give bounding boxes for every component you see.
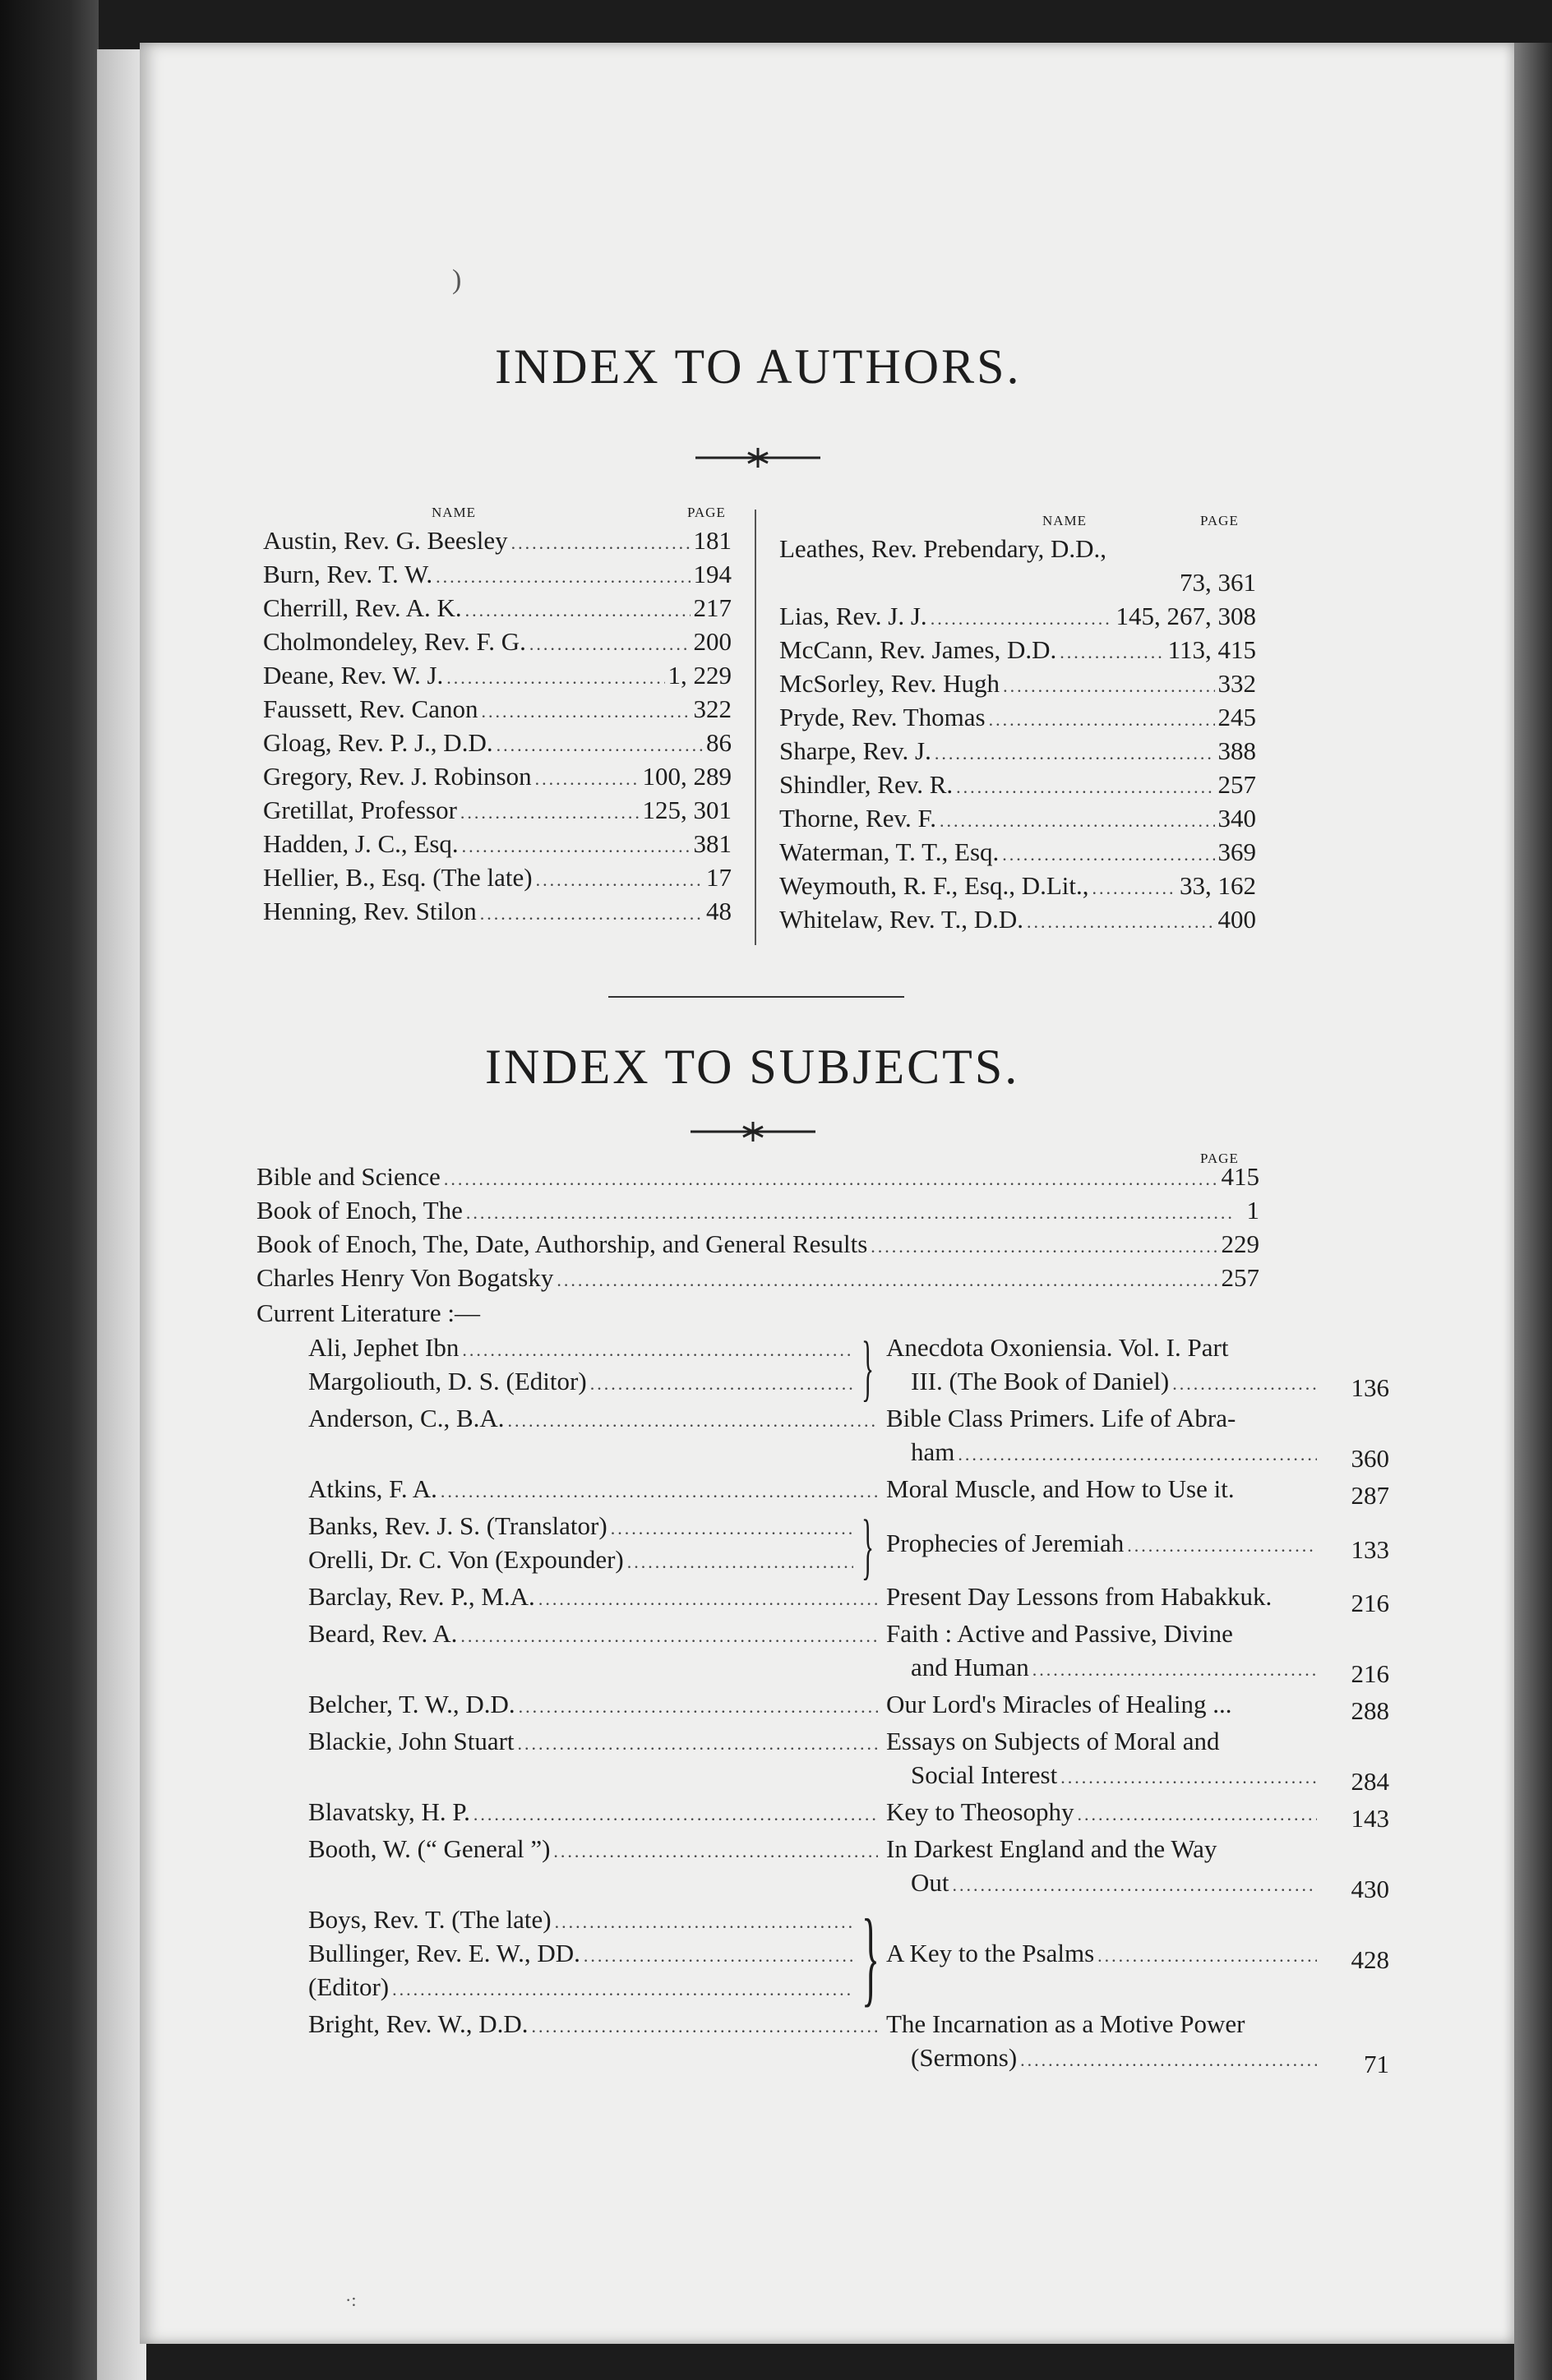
author-name: Deane, Rev. W. J. — [263, 661, 444, 690]
entry-title-text: Faith : Active and Passive, Divine — [886, 1619, 1233, 1648]
entry-page: 136 — [1351, 1373, 1389, 1402]
subjects-page-header: PAGE — [1200, 1151, 1239, 1166]
entry-author — [308, 1797, 881, 1831]
entry-title — [911, 2043, 1320, 2077]
stray-mark: ) — [452, 265, 462, 295]
author-page: 1, 229 — [667, 661, 732, 690]
leader-dots — [1020, 2050, 1317, 2071]
author-page: 100, 289 — [642, 762, 732, 791]
entry-title-text: III. (The Book of Daniel) — [911, 1367, 1170, 1395]
entry-page: 428 — [1351, 1945, 1389, 1974]
entry-title-text: (Sermons) — [911, 2043, 1018, 2072]
subject-label: Bible and Science — [256, 1162, 441, 1191]
subjects-title: INDEX TO SUBJECTS. — [485, 1040, 1020, 1094]
current-literature-heading: Current Literature :— — [256, 1298, 481, 1327]
author-page: 257 — [1217, 770, 1256, 799]
entry-author — [308, 1905, 857, 1939]
author-name: Cholmondeley, Rev. F. G. — [263, 627, 526, 656]
entry-title — [886, 1582, 1320, 1616]
entry-author — [308, 1367, 857, 1400]
entry-title-text: Present Day Lessons from Habakkuk. — [886, 1582, 1273, 1611]
author-name: Cherrill, Rev. A. K. — [263, 593, 462, 622]
leader-dots — [462, 1340, 853, 1361]
author-name: Burn, Rev. T. W. — [263, 560, 433, 588]
author-page: 200 — [693, 627, 732, 656]
entry-title — [886, 1727, 1320, 1760]
entry-author — [308, 2009, 881, 2043]
leader-dots — [508, 1410, 878, 1432]
entry-page: 430 — [1351, 1875, 1389, 1903]
author-name: Whitelaw, Rev. T., D.D. — [779, 905, 1024, 934]
entry-author-name: (Editor) — [308, 1972, 390, 2001]
subject-page: 257 — [1221, 1263, 1259, 1292]
entry-author-name: Blavatsky, H. P. — [308, 1797, 470, 1826]
entry-page: 360 — [1351, 1444, 1389, 1473]
entry-author-name: Barclay, Rev. P., M.A. — [308, 1582, 535, 1611]
entry-title — [886, 1529, 1320, 1562]
entry-title — [886, 2009, 1320, 2043]
entry-author-name: Anderson, C., B.A. — [308, 1404, 505, 1432]
entry-title — [911, 1760, 1320, 1794]
author-page: 322 — [693, 694, 732, 723]
entry-title-text: Our Lord's Miracles of Healing ... — [886, 1690, 1232, 1718]
author-name: Thorne, Rev. F. — [779, 804, 936, 833]
author-name: Gloag, Rev. P. J., D.D. — [263, 728, 493, 757]
entry-title — [886, 1690, 1320, 1723]
entry-author — [308, 1619, 881, 1653]
subject-label: Book of Enoch, The — [256, 1196, 463, 1225]
leader-dots — [958, 1444, 1317, 1465]
entry-page: 143 — [1351, 1804, 1389, 1833]
author-name: McSorley, Rev. Hugh — [779, 669, 1000, 698]
entry-title-text: and Human — [911, 1653, 1029, 1681]
grouping-brace-icon: } — [861, 1327, 875, 1409]
entry-author — [308, 1834, 881, 1868]
entry-author-name: Orelli, Dr. C. Von (Expounder) — [308, 1545, 624, 1574]
author-page: 17 — [706, 863, 732, 892]
entry-author — [308, 1939, 857, 1972]
author-page: 48 — [706, 897, 732, 925]
author-name: Sharpe, Rev. J. — [779, 736, 931, 765]
entry-title-text: Prophecies of Jeremiah — [886, 1528, 1125, 1557]
author-page: 86 — [706, 728, 732, 757]
entry-title-text: The Incarnation as a Motive Power — [886, 2009, 1245, 2038]
entry-author — [308, 1474, 881, 1508]
entry-title — [911, 1437, 1320, 1471]
entry-author — [308, 1727, 881, 1760]
author-page: 33, 162 — [1180, 871, 1256, 900]
author-name: Hadden, J. C., Esq. — [263, 829, 459, 858]
entry-title — [886, 1797, 1320, 1831]
leader-dots — [538, 1589, 878, 1610]
book-spine-shadow — [0, 0, 99, 2380]
entry-page: 288 — [1351, 1696, 1389, 1725]
entry-page: 287 — [1351, 1481, 1389, 1510]
leader-dots — [518, 1733, 878, 1755]
author-page: 388 — [1217, 736, 1256, 765]
author-page: 245 — [1217, 703, 1256, 731]
author-page: 145, 267, 308 — [1116, 602, 1256, 630]
entry-page: 216 — [1351, 1659, 1389, 1688]
entry-title — [886, 1619, 1320, 1653]
entry-author-name: Banks, Rev. J. S. (Translator) — [308, 1511, 607, 1540]
leader-dots — [627, 1552, 853, 1573]
entry-title-text: In Darkest England and the Way — [886, 1834, 1217, 1863]
grouping-brace-icon: } — [861, 1898, 880, 2017]
subject-label: Charles Henry Von Bogatsky — [256, 1263, 554, 1292]
author-name: Waterman, T. T., Esq. — [779, 837, 1000, 866]
leader-dots — [460, 1626, 878, 1647]
leader-dots — [584, 1945, 853, 1967]
author-page: 381 — [693, 829, 732, 858]
entry-title-text: A Key to the Psalms — [886, 1939, 1095, 1967]
authors-title: INDEX TO AUTHORS. — [495, 339, 1022, 394]
grouping-brace-icon: } — [861, 1506, 875, 1587]
entry-author-name: Atkins, F. A. — [308, 1474, 437, 1503]
author-page: 181 — [693, 526, 732, 555]
page-corner-mark: ·: — [345, 2290, 357, 2310]
entry-author-name: Belcher, T. W., D.D. — [308, 1690, 515, 1718]
entry-author-name: Booth, W. (“ General ”) — [308, 1834, 551, 1863]
entry-title-text: ham — [911, 1437, 955, 1466]
entry-author-name: Bright, Rev. W., D.D. — [308, 2009, 529, 2038]
entry-title — [911, 1653, 1320, 1686]
entry-title — [886, 1474, 1320, 1508]
authors-left-page-header: PAGE — [687, 505, 726, 520]
entry-title-text: Out — [911, 1868, 949, 1897]
entry-title-text: Anecdota Oxoniensia. Vol. I. Part — [886, 1333, 1229, 1362]
author-page: 125, 301 — [642, 796, 732, 824]
entry-author — [308, 1690, 881, 1723]
entry-title-text: Key to Theosophy — [886, 1797, 1074, 1826]
book-right-edge — [1514, 43, 1552, 2380]
entry-title — [911, 1868, 1320, 1902]
author-page: 194 — [693, 560, 732, 588]
leader-dots — [1077, 1804, 1317, 1825]
leader-dots — [1172, 1373, 1317, 1395]
author-name: Faussett, Rev. Canon — [263, 694, 478, 723]
author-page: 369 — [1217, 837, 1256, 866]
author-name: Shindler, Rev. R. — [779, 770, 954, 799]
author-name: Henning, Rev. Stilon — [263, 897, 477, 925]
entry-page: 133 — [1351, 1534, 1389, 1564]
entry-author — [308, 1545, 857, 1579]
author-page: 217 — [693, 593, 732, 622]
leader-dots — [1060, 1767, 1317, 1788]
leader-dots — [590, 1373, 853, 1395]
entry-title-text: Bible Class Primers. Life of Abra- — [886, 1404, 1236, 1432]
entry-page: 71 — [1364, 2050, 1389, 2078]
subject-page: 415 — [1221, 1162, 1259, 1191]
entry-author — [308, 1972, 857, 2006]
entry-page: 284 — [1351, 1767, 1389, 1796]
current-literature-entries — [140, 43, 1514, 2344]
entry-author-name: Bullinger, Rev. E. W., DD. — [308, 1939, 580, 1967]
entry-author — [308, 1333, 857, 1367]
entry-author-name: Margoliouth, D. S. (Editor) — [308, 1367, 587, 1395]
entry-title-text: Moral Muscle, and How to Use it. — [886, 1474, 1235, 1503]
author-name: Pryde, Rev. Thomas — [779, 703, 986, 731]
authors-left-name-header: NAME — [432, 505, 477, 520]
entry-title — [886, 1939, 1320, 1972]
leader-dots — [532, 2016, 878, 2037]
subject-label: Book of Enoch, The, Date, Authorship, and General Results — [256, 1229, 868, 1258]
subject-page: 229 — [1221, 1229, 1259, 1258]
entry-author — [308, 1404, 881, 1437]
leader-dots — [555, 1912, 853, 1933]
authors-right-page-header: PAGE — [1200, 513, 1239, 528]
leader-dots — [611, 1518, 853, 1539]
leader-dots — [1127, 1535, 1317, 1557]
author-page: 113, 415 — [1167, 635, 1256, 664]
leader-dots — [519, 1696, 878, 1718]
entry-author-name: Ali, Jephet Ibn — [308, 1333, 460, 1362]
entry-title-text: Essays on Subjects of Moral and — [886, 1727, 1220, 1755]
leader-dots — [473, 1804, 878, 1825]
entry-author — [308, 1582, 881, 1616]
leader-dots — [953, 1875, 1318, 1896]
entry-title-text: Social Interest — [911, 1760, 1058, 1789]
entry-author-name: Beard, Rev. A. — [308, 1619, 458, 1648]
leader-dots — [1032, 1659, 1317, 1681]
author-page: 332 — [1217, 669, 1256, 698]
author-name: Gregory, Rev. J. Robinson — [263, 762, 532, 791]
subject-page: 1 — [1246, 1196, 1259, 1225]
author-page: 73, 361 — [1180, 568, 1256, 597]
authors-right-name-header: NAME — [1042, 513, 1088, 528]
entry-author-name: Blackie, John Stuart — [308, 1727, 515, 1755]
author-name: Austin, Rev. G. Beesley — [263, 526, 508, 555]
entry-title — [886, 1834, 1320, 1868]
leader-dots — [553, 1841, 878, 1862]
previous-page-edge — [97, 49, 146, 2380]
author-name: McCann, Rev. James, D.D. — [779, 635, 1057, 664]
entry-title — [911, 1367, 1320, 1400]
book-page — [140, 43, 1514, 2344]
author-name: Gretillat, Professor — [263, 796, 457, 824]
author-name: Hellier, B., Esq. (The late) — [263, 863, 533, 892]
entry-page: 216 — [1351, 1589, 1389, 1617]
leader-dots — [441, 1481, 878, 1502]
entry-author-name: Boys, Rev. T. (The late) — [308, 1905, 552, 1934]
entry-title — [886, 1404, 1320, 1437]
author-name: Leathes, Rev. Prebendary, D.D., — [779, 534, 1106, 563]
leader-dots — [392, 1979, 853, 2000]
author-name: Weymouth, R. F., Esq., D.Lit., — [779, 871, 1089, 900]
author-page: 400 — [1217, 905, 1256, 934]
author-page: 340 — [1217, 804, 1256, 833]
entry-author — [308, 1511, 857, 1545]
leader-dots — [1097, 1945, 1317, 1967]
entry-title — [886, 1333, 1320, 1367]
author-name: Lias, Rev. J. J. — [779, 602, 927, 630]
